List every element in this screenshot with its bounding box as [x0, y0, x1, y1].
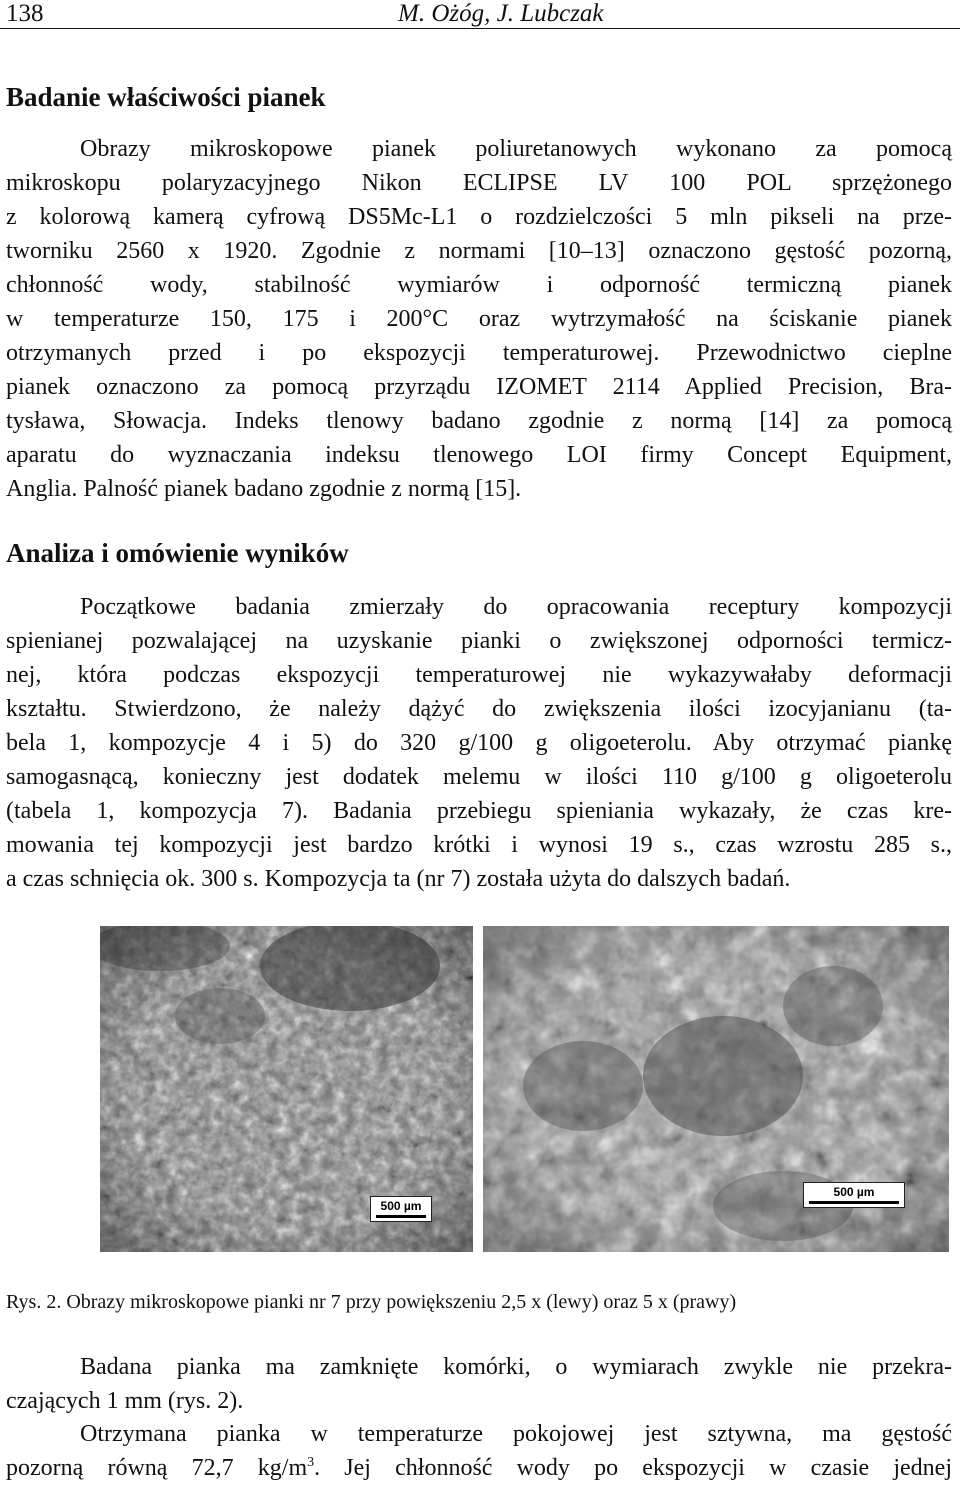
scale-bar-line [809, 1201, 899, 1204]
text-line [6, 1451, 952, 1485]
figure-caption: Rys. 2. Obrazy mikroskopowe pianki nr 7 przy powiększeniu 2,5 x (lewy) oraz 5 x (prawy) [6, 1291, 737, 1313]
text-line: Obrazy mikroskopowe pianek poliuretanowych wykonano za pomocą [80, 136, 952, 162]
micrograph-left [100, 926, 473, 1252]
scale-bar-left [370, 1196, 432, 1222]
paragraph-methods [6, 132, 952, 506]
text-line: chłonność wody, stabilność wymiarów i odporność termiczną pianek [6, 272, 952, 298]
page-header [0, 0, 960, 30]
text-line: (tabela 1, kompozycja 7). Badania przebiegu spieniania wykazały, że czas kre- [6, 798, 952, 824]
text-fragment: . Jej chłonność wody po ekspozycji w czasie jednej [314, 1455, 953, 1481]
header-rule [0, 28, 960, 29]
text-line: pianek oznaczono za pomocą przyrządu IZOMET 2114 Applied Precision, Bra- [6, 374, 952, 400]
text-line: aparatu do wyznaczania indeksu tlenowego LOI firmy Concept Equipment, [6, 442, 952, 468]
superscript: 3 [307, 1455, 315, 1470]
text-line: Anglia. Palność pianek badano zgodnie z normą [15]. [6, 476, 522, 502]
text-line: Otrzymana pianka w temperaturze pokojowej jest sztywna, ma gęstość [80, 1421, 952, 1447]
paragraph-density [6, 1417, 952, 1485]
text-line: spienianej pozwalającej na uzyskanie pianki o zwiększonej odporności termicz- [6, 628, 952, 654]
text-line: kształtu. Stwierdzono, że należy dążyć do zwiększenia ilości izocyjanianu (ta- [6, 696, 952, 722]
section-heading-properties: Badanie właściwości pianek [6, 82, 326, 112]
paragraph-cells [6, 1350, 952, 1418]
text-fragment: pozorną równą 72,7 kg/m [6, 1455, 308, 1481]
text-line: Początkowe badania zmierzały do opracowania receptury kompozycji [80, 594, 952, 620]
text-line: czających 1 mm (rys. 2). [6, 1388, 244, 1414]
text-line: w temperaturze 150, 175 i 200°C oraz wytrzymałość na ściskanie pianek [6, 306, 952, 332]
scale-bar-label: 500 µm [833, 1185, 875, 1199]
text-line: Badana pianka ma zamknięte komórki, o wymiarach zwykle nie przekra- [80, 1354, 952, 1380]
scale-bar-right [803, 1182, 905, 1208]
scale-bar-label: 500 µm [380, 1199, 422, 1213]
text-line: nej, która podczas ekspozycji temperaturowej nie wykazywałaby deformacji [6, 662, 952, 688]
figure-micrographs [0, 926, 960, 1256]
running-title: M. Ożóg, J. Lubczak [398, 0, 604, 27]
text-line: tworniku 2560 x 1920. Zgodnie z normami [10–13] oznaczono gęstość pozorną, [6, 238, 952, 264]
section-heading-analysis: Analiza i omówienie wyników [6, 538, 349, 568]
micrograph-right [483, 926, 949, 1252]
text-line: z kolorową kamerą cyfrową DS5Mc-L1 o rozdzielczości 5 mln pikseli na prze- [6, 204, 952, 230]
page-number: 138 [6, 0, 44, 27]
text-line: a czas schnięcia ok. 300 s. Kompozycja ta (nr 7) została użyta do dalszych badań. [6, 866, 791, 892]
text-line: mikroskopu polaryzacyjnego Nikon ECLIPSE LV 100 POL sprzężonego [6, 170, 952, 196]
text-line: tysława, Słowacja. Indeks tlenowy badano zgodnie z normą [14] za pomocą [6, 408, 952, 434]
text-line: samogasnącą, konieczny jest dodatek melemu w ilości 110 g/100 g oligoeterolu [6, 764, 952, 790]
text-line: mowania tej kompozycji jest bardzo krótki i wynosi 19 s., czas wzrostu 285 s., [6, 832, 952, 858]
paragraph-analysis [6, 590, 952, 896]
text-line: bela 1, kompozycje 4 i 5) do 320 g/100 g oligoeterolu. Aby otrzymać piankę [6, 730, 952, 756]
scale-bar-line [376, 1215, 426, 1218]
text-line: otrzymanych przed i po ekspozycji temperaturowej. Przewodnictwo cieplne [6, 340, 952, 366]
